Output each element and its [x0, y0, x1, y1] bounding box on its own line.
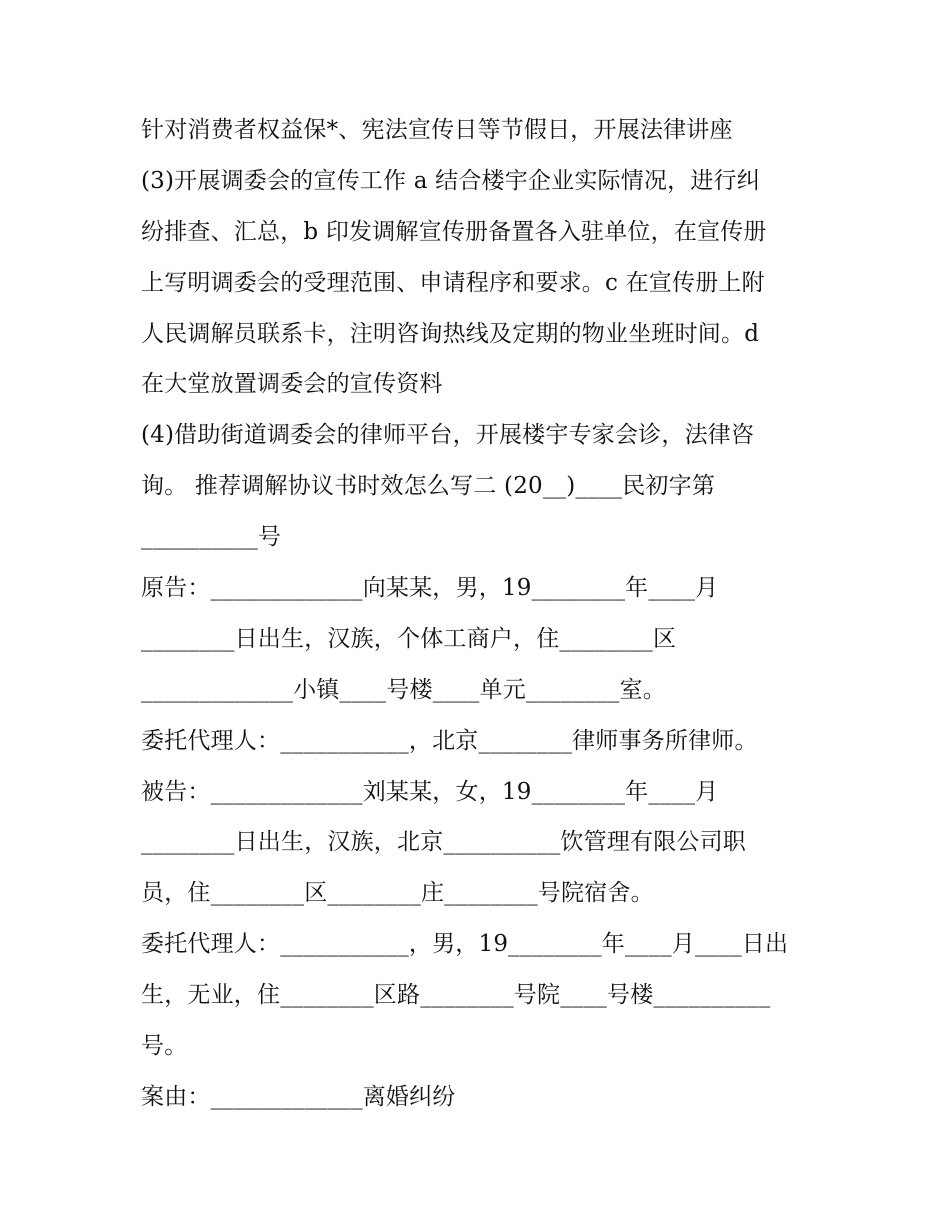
agent-line: 委托代理人：___________，男，19________年____月____日出 [141, 931, 789, 958]
text-line: 在大堂放置调委会的宣传资料 [141, 371, 443, 398]
case-cause-line: 案由：_____________离婚纠纷 [141, 1083, 456, 1110]
text-line: ________日出生，汉族，个体工商户，住________区 [141, 625, 677, 652]
plaintiff-line: 原告：_____________向某某，男，19________年____月 [141, 575, 719, 602]
text-line: (3)开展调委会的宣传工作 a 结合楼宇企业实际情况，进行纠 [141, 167, 760, 194]
text-line: ________日出生，汉族，北京__________饮管理有限公司职 [141, 829, 746, 856]
agent-line: 委托代理人：___________，北京________律师事务所律师。 [141, 727, 758, 754]
text-line: 生，无业，住________区路________号院____号楼__________ [141, 982, 771, 1009]
text-line: 人民调解员联系卡，注明咨询热线及定期的物业坐班时间。d [141, 320, 760, 347]
defendant-line: 被告：_____________刘某某，女，19________年____月 [141, 778, 719, 805]
text-line: 号。 [141, 1033, 188, 1060]
text-line: 上写明调委会的受理范围、申请程序和要求。c 在宣传册上附 [141, 269, 765, 296]
text-line: 询。 推荐调解协议书时效怎么写二 (20__)____民初字第 [141, 473, 716, 500]
text-line: (4)借助街道调委会的律师平台，开展楼宇专家会诊，法律咨 [141, 422, 755, 449]
text-line: _____________小镇____号楼____单元________室。 [141, 676, 666, 703]
text-line: 针对消费者权益保*、宪法宣传日等节假日，开展法律讲座 [141, 117, 733, 143]
document-body [141, 105, 821, 1123]
text-line: 员，住________区________庄________号院宿舍。 [141, 880, 654, 907]
text-line: __________号 [141, 524, 282, 551]
text-line: 纷排查、汇总，b 印发调解宣传册备置各入驻单位，在宣传册 [141, 218, 767, 245]
